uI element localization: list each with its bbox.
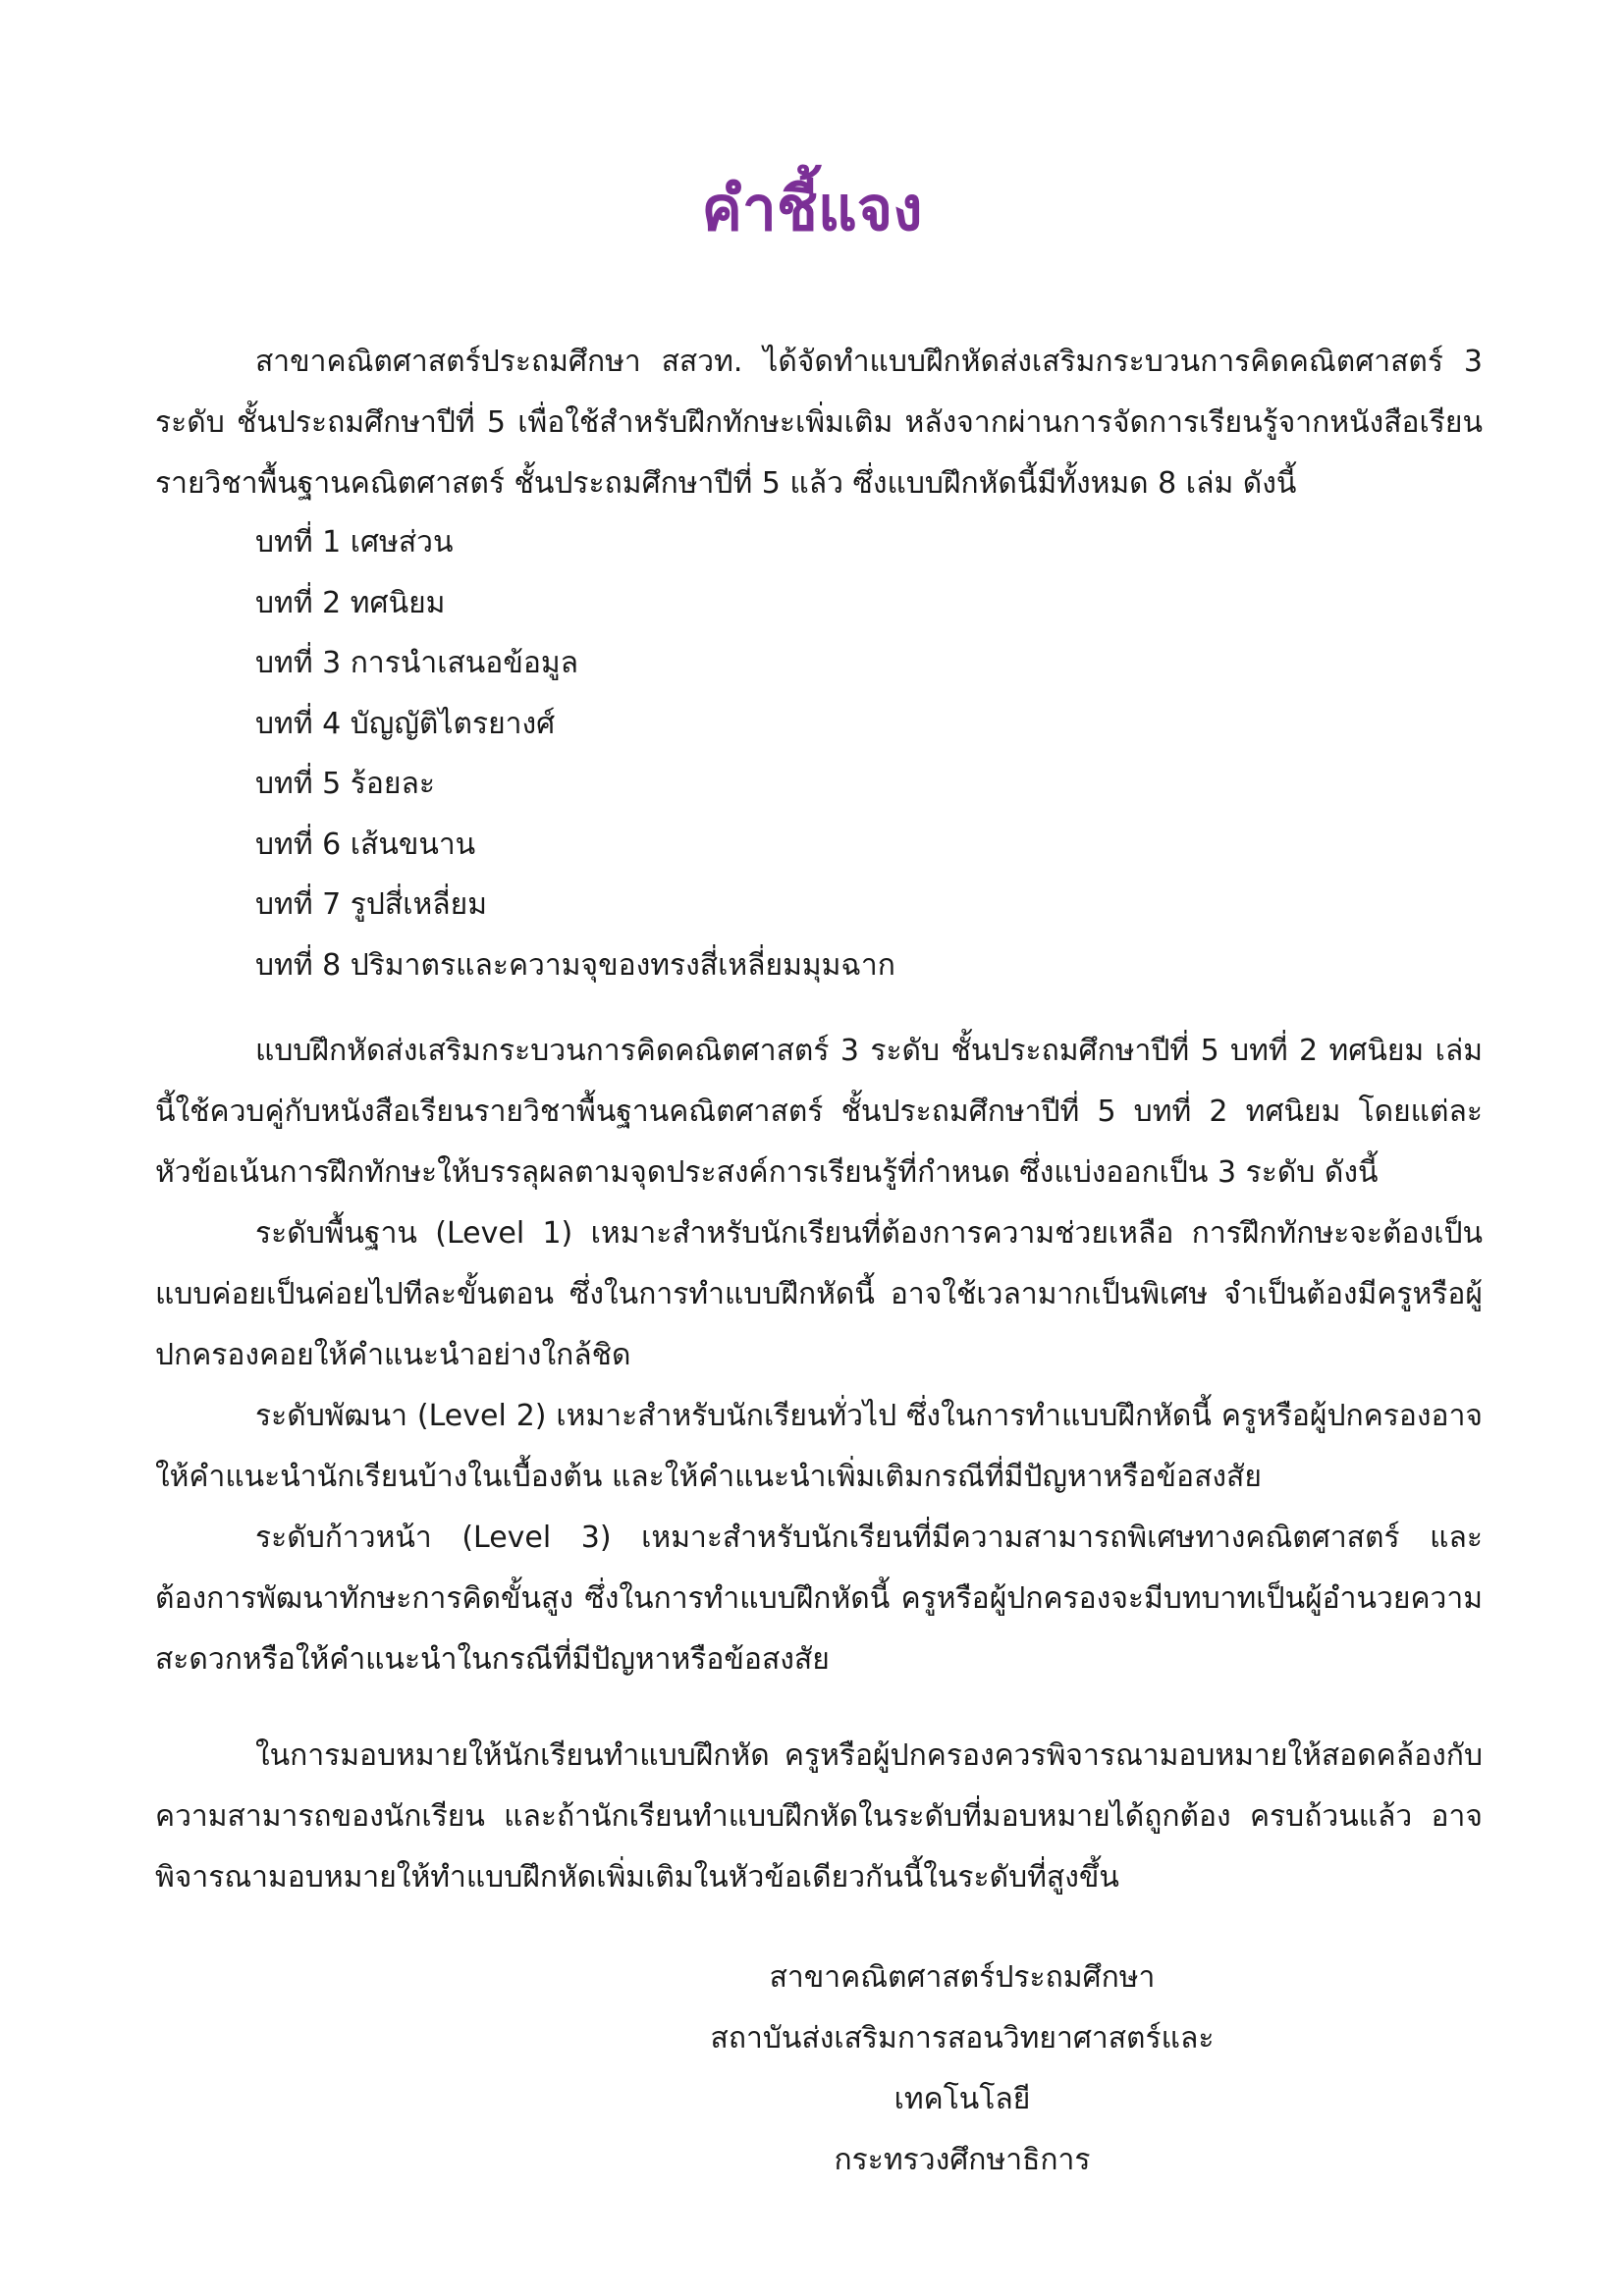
chapter-item: บทที่ 5 ร้อยละ <box>255 767 435 801</box>
levels-intro-paragraph: แบบฝึกหัดส่งเสริมกระบวนการคิดคณิตศาสตร์ 3 ระดับ ชั้นประถมศึกษาปีที่ 5 บทที่ 2 ทศนิยม เล่มนี้ใช้ควบคู่กับหนังสือเรียนรายวิชาพื้นฐานคณิตศาสตร์ ชั้นประถมศึกษาปีที่ 5 บทที่ 2 ทศนิยม โดยแต่ละหัวข้อเน้นการฝึกทักษะให้บรรลุผลตามจุดประสงค์การเรียนรู้ที่กำหนด ซึ่งแบ่งออกเป็น 3 ระดับ ดังนี้ <box>155 1034 1483 1190</box>
intro-paragraph: สาขาคณิตศาสตร์ประถมศึกษา สสวท. ได้จัดทำแบบฝึกหัดส่งเสริมกระบวนการคิดคณิตศาสตร์ 3 ระดับ ชั้นประถมศึกษาปีที่ 5 เพื่อใช้สำหรับฝึกทักษะเพิ่มเติม หลังจากผ่านการจัดการเรียนรู้จากหนังสือเรียนรายวิชาพื้นฐานคณิตศาสตร์ ชั้นประถมศึกษาปีที่ 5 แล้ว ซึ่งแบบฝึกหัดนี้มีทั้งหมด 8 เล่ม ดังนี้ <box>155 345 1483 501</box>
closing-paragraph: ในการมอบหมายให้นักเรียนทำแบบฝึกหัด ครูหรือผู้ปกครองควรพิจารณามอบหมายให้สอดคล้องกับความสามารถของนักเรียน และถ้านักเรียนทำแบบฝึกหัดในระดับที่มอบหมายได้ถูกต้อง ครบถ้วนแล้ว อาจพิจารณามอบหมายให้ทำแบบฝึกหัดเพิ่มเติมในหัวข้อเดียวกันนี้ในระดับที่สูงขึ้น <box>155 1738 1483 1895</box>
chapter-list <box>255 512 895 995</box>
chapter-item: บทที่ 6 เส้นขนาน <box>255 827 476 862</box>
signature-line-institute: สถาบันส่งเสริมการสอนวิทยาศาสตร์และเทคโนโลยี <box>710 2021 1215 2116</box>
chapter-item: บทที่ 4 บัญญัติไตรยางศ์ <box>255 706 556 741</box>
chapter-item: บทที่ 3 การนำเสนอข้อมูล <box>255 646 579 680</box>
page-title: คำชี้แจง <box>701 173 923 244</box>
signature-line-ministry: กระทรวงศึกษาธิการ <box>834 2143 1091 2177</box>
level-1-paragraph: ระดับพื้นฐาน (Level 1) เหมาะสำหรับนักเรียนที่ต้องการความช่วยเหลือ การฝึกทักษะจะต้องเป็นแบบค่อยเป็นค่อยไปทีละขั้นตอน ซึ่งในการทำแบบฝึกหัดนี้ อาจใช้เวลามากเป็นพิเศษ จำเป็นต้องมีครูหรือผู้ปกครองคอยให้คำแนะนำอย่างใกล้ชิด <box>155 1216 1483 1372</box>
chapter-item: บทที่ 1 เศษส่วน <box>255 525 454 560</box>
signature-line-department: สาขาคณิตศาสตร์ประถมศึกษา <box>769 1960 1156 1995</box>
level-2-paragraph: ระดับพัฒนา (Level 2) เหมาะสำหรับนักเรียนทั่วไป ซึ่งในการทำแบบฝึกหัดนี้ ครูหรือผู้ปกครองอาจให้คำแนะนำนักเรียนบ้างในเบื้องต้น และให้คำแนะนำเพิ่มเติมกรณีที่มีปัญหาหรือข้อสงสัย <box>155 1399 1483 1494</box>
levels-section <box>155 1021 1483 1690</box>
closing-section <box>155 1726 1483 1908</box>
chapter-item: บทที่ 2 ทศนิยม <box>255 585 446 620</box>
signature-block <box>687 1948 1237 2191</box>
chapter-item: บทที่ 8 ปริมาตรและความจุของทรงสี่เหลี่ยมมุมฉาก <box>255 947 895 983</box>
chapter-item: บทที่ 7 รูปสี่เหลี่ยม <box>255 887 487 922</box>
intro-section <box>155 332 1483 514</box>
level-3-paragraph: ระดับก้าวหน้า (Level 3) เหมาะสำหรับนักเรียนที่มีความสามารถพิเศษทางคณิตศาสตร์ และต้องการพัฒนาทักษะการคิดขั้นสูง ซึ่งในการทำแบบฝึกหัดนี้ ครูหรือผู้ปกครองจะมีบทบาทเป็นผู้อำนวยความสะดวกหรือให้คำแนะนำในกรณีที่มีปัญหาหรือข้อสงสัย <box>155 1521 1483 1677</box>
